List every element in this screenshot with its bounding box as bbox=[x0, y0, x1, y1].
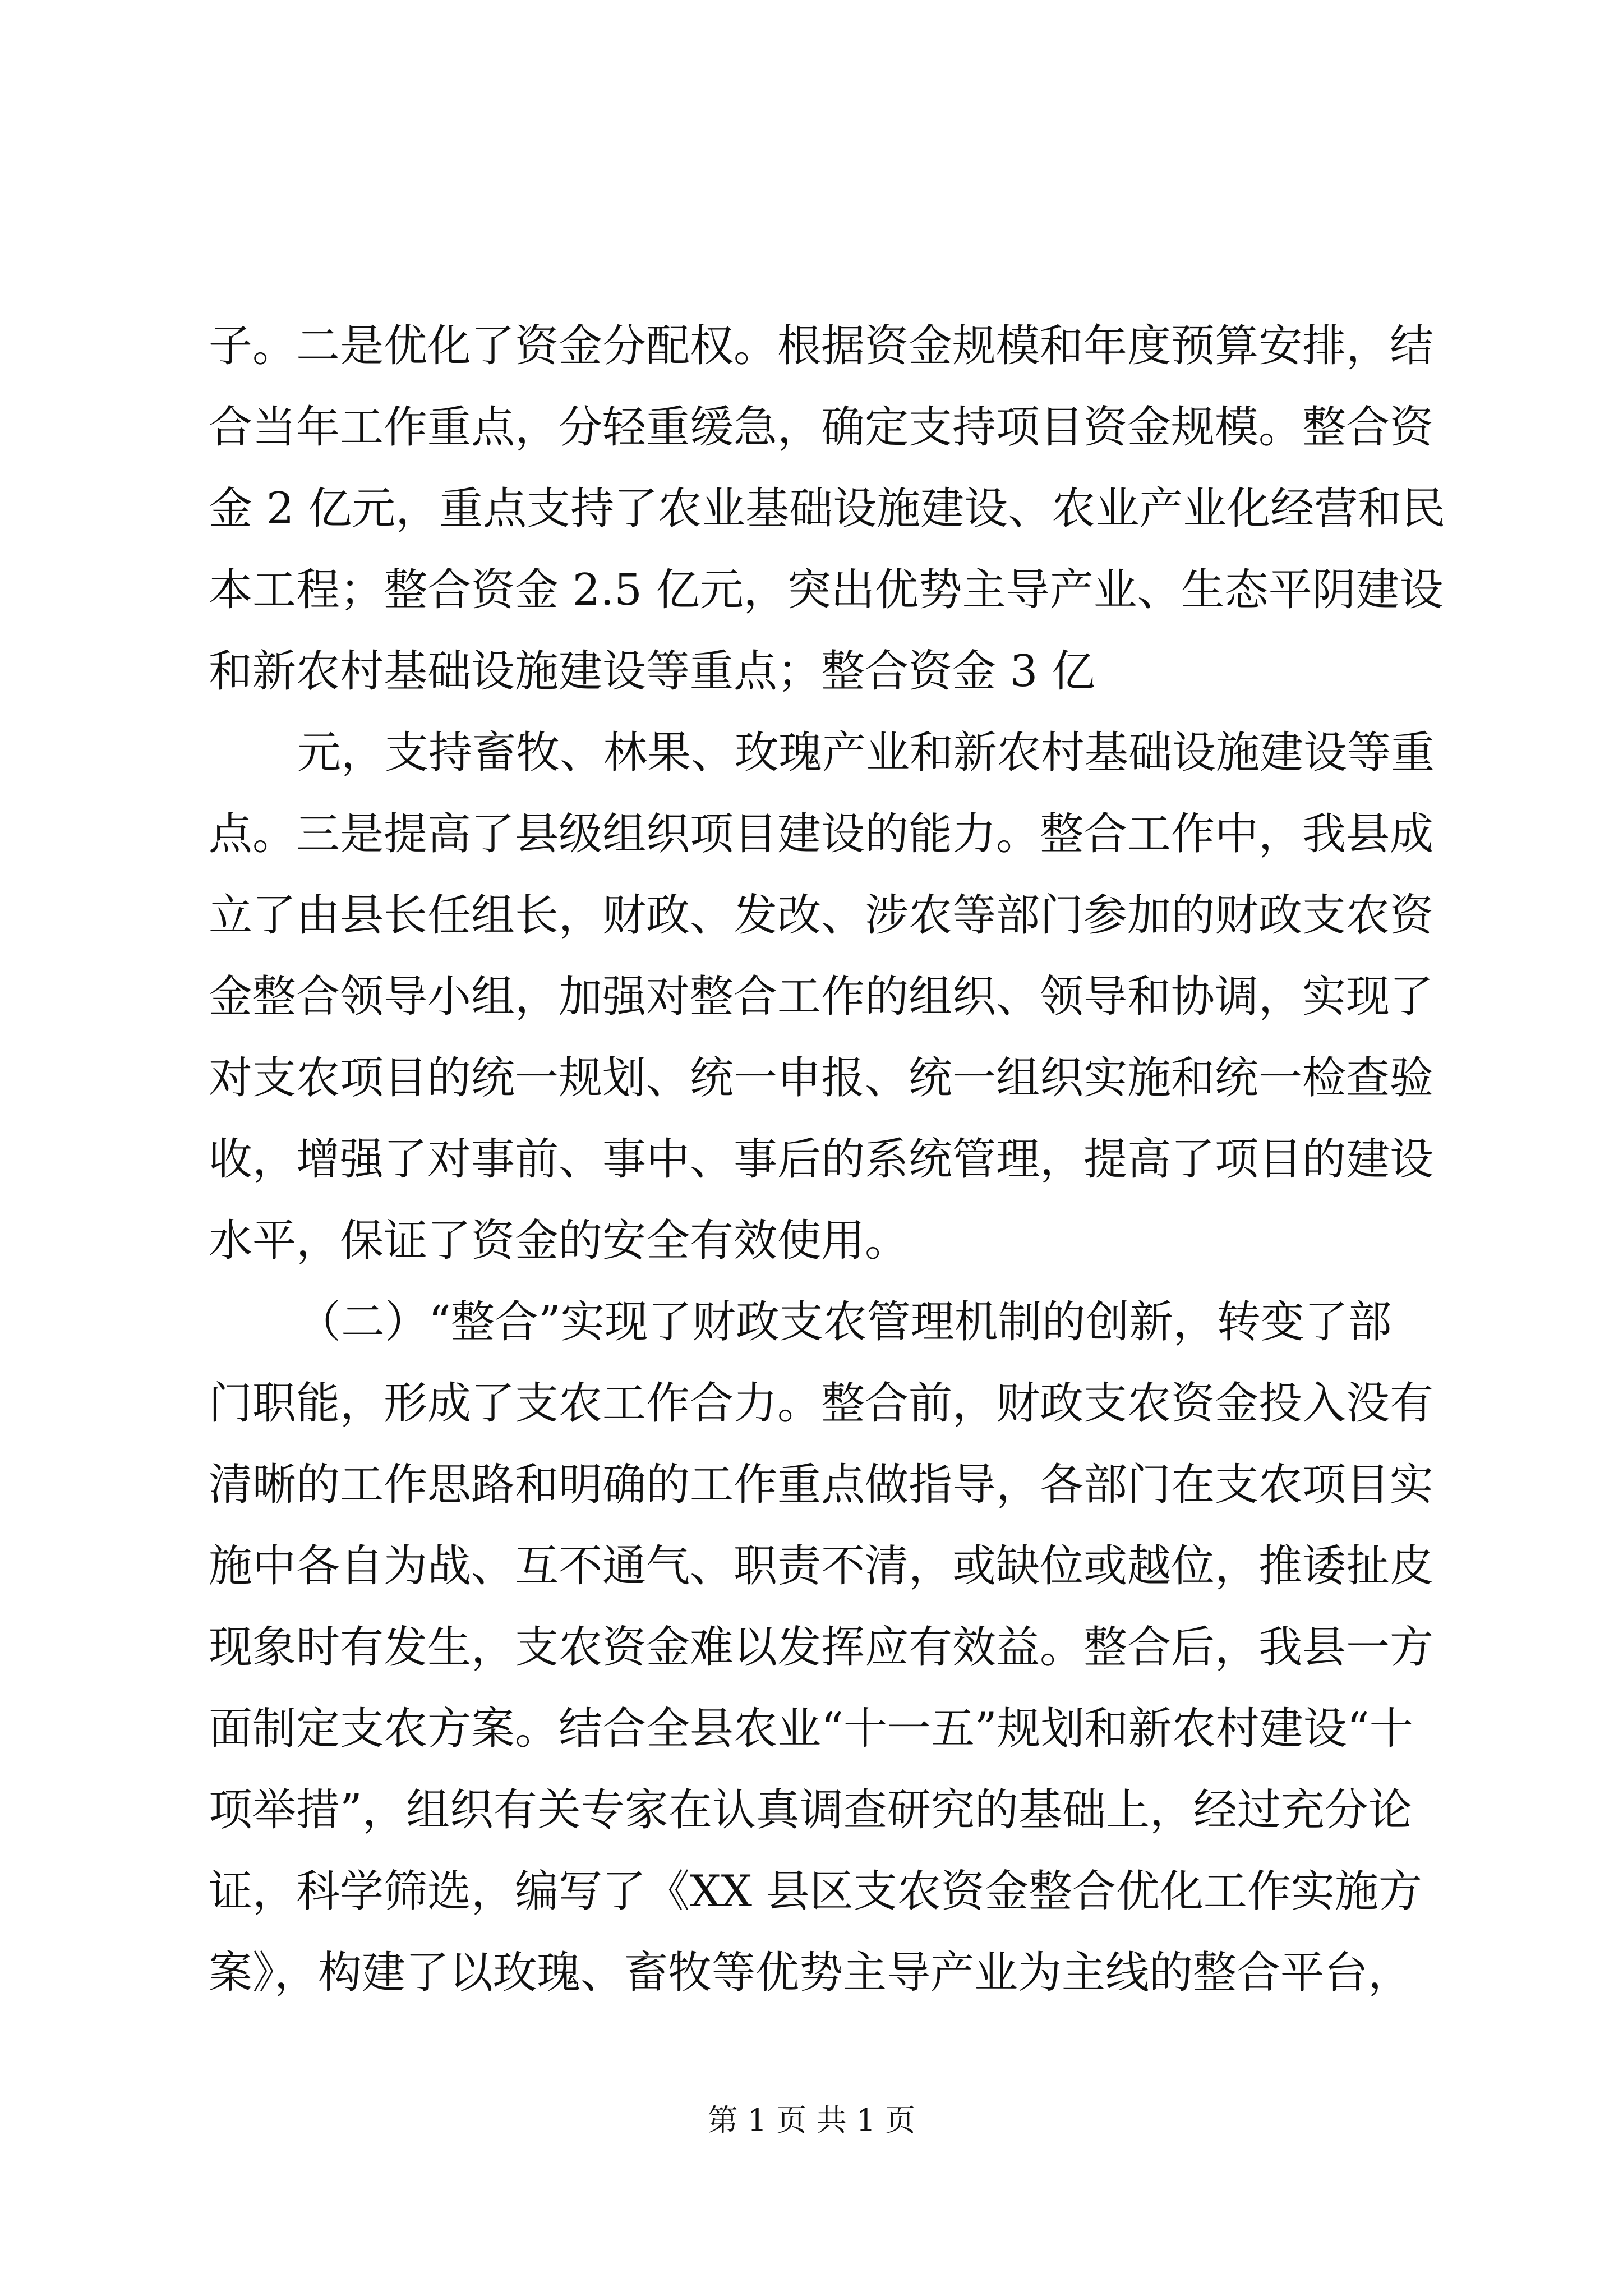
text-line: 子。二是优化了资金分配权。根据资金规模和年度预算安排，结 bbox=[209, 321, 1434, 371]
text-line: 案》，构建了以玫瑰、畜牧等优势主导产业为主线的整合平台， bbox=[209, 1948, 1412, 1998]
text-line: 对支农项目的统一规划、统一申报、统一组织实施和统一检查验 bbox=[209, 1053, 1434, 1103]
text-line: 金 2 亿元，重点支持了农业基础设施建设、农业产业化经营和民 bbox=[209, 484, 1446, 534]
text-line: 施中各自为战、互不通气、职责不清，或缺位或越位，推诿扯皮 bbox=[209, 1541, 1434, 1591]
text-line: 点。三是提高了县级组织项目建设的能力。整合工作中，我县成 bbox=[209, 809, 1434, 859]
text-line: （二）“整合”实现了财政支农管理机制的创新，转变了部 bbox=[297, 1297, 1392, 1347]
text-line: 清晰的工作思路和明确的工作重点做指导，各部门在支农项目实 bbox=[209, 1460, 1434, 1510]
text-line: 收，增强了对事前、事中、事后的系统管理，提高了项目的建设 bbox=[209, 1134, 1434, 1185]
text-line: 门职能，形成了支农工作合力。整合前，财政支农资金投入没有 bbox=[209, 1378, 1434, 1429]
text-line: 现象时有发生，支农资金难以发挥应有效益。整合后，我县一方 bbox=[209, 1622, 1434, 1673]
text-line: 面制定支农方案。结合全县农业“十一五”规划和新农村建设“十 bbox=[209, 1704, 1413, 1754]
text-line: 本工程；整合资金 2.5 亿元，突出优势主导产业、生态平阴建设 bbox=[209, 565, 1444, 615]
text-line: 金整合领导小组，加强对整合工作的组织、领导和协调，实现了 bbox=[209, 972, 1434, 1022]
text-line: 元，支持畜牧、林果、玫瑰产业和新农村基础设施建设等重 bbox=[297, 728, 1435, 778]
text-line: 合当年工作重点，分轻重缓急，确定支持项目资金规模。整合资 bbox=[209, 402, 1434, 453]
page-footer: 第 1 页 共 1 页 bbox=[707, 2102, 916, 2138]
text-line: 证，科学筛选，编写了《XX 县区支农资金整合优化工作实施方 bbox=[209, 1866, 1422, 1917]
text-line: 和新农村基础设施建设等重点；整合资金 3 亿 bbox=[209, 646, 1096, 697]
text-line: 立了由县长任组长，财政、发改、涉农等部门参加的财政支农资 bbox=[209, 890, 1434, 941]
text-line: 项举措”，组织有关专家在认真调查研究的基础上，经过充分论 bbox=[209, 1785, 1412, 1835]
text-line: 水平，保证了资金的安全有效使用。 bbox=[209, 1216, 909, 1266]
